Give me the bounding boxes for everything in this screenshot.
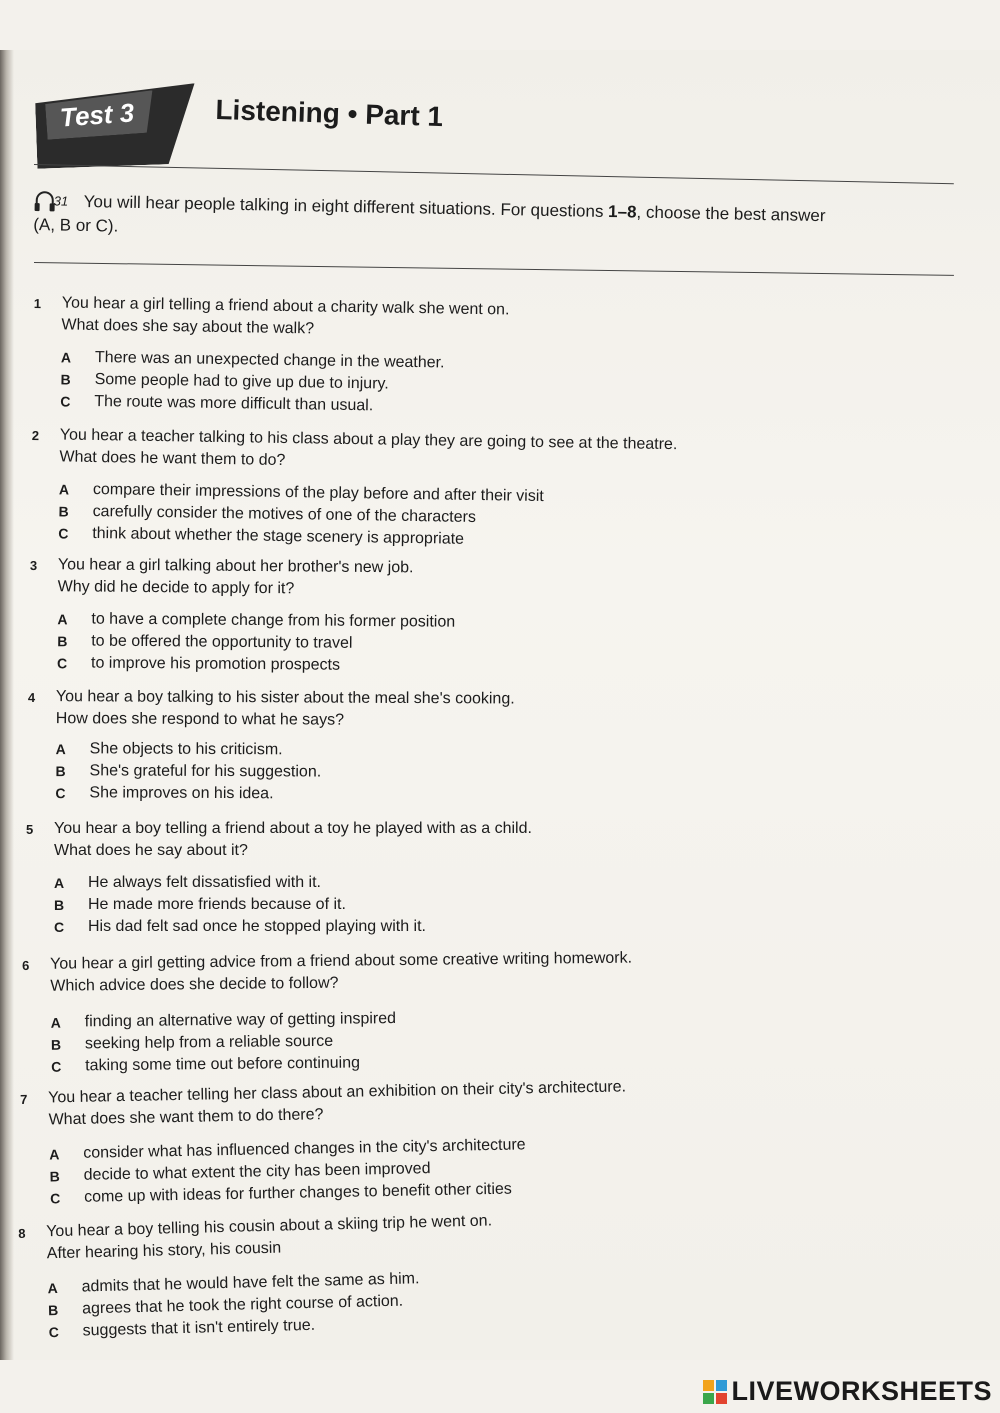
question-text: Which advice does she decide to follow? — [50, 974, 339, 995]
option-a[interactable]: A consider what has influenced changes in the city's architecture — [49, 1136, 526, 1163]
question-text: After hearing his story, his cousin — [46, 1239, 282, 1263]
question-text: How does she respond to what he says? — [55, 710, 345, 729]
option-b[interactable]: B carefully consider the motives of one of the characters — [58, 502, 477, 526]
question-prompt: You hear a teacher telling her class about an exhibition on their city's architecture. — [48, 1078, 627, 1107]
question-prompt: You hear a girl telling a friend about a charity walk she went on. — [61, 294, 510, 319]
question-prompt: You hear a teacher talking to his class about a play they are going to see at the theatre. — [59, 426, 678, 454]
liveworksheets-logo-icon — [703, 1380, 727, 1404]
question-number: 1 — [33, 295, 42, 312]
question-prompt: You hear a girl talking about her brother's new job. — [57, 556, 414, 577]
option-c[interactable]: C taking some time out before continuing — [51, 1054, 361, 1075]
option-a[interactable]: A He always felt dissatisfied with it. — [54, 874, 321, 891]
question-number: 4 — [27, 689, 36, 706]
option-c[interactable]: C come up with ideas for further changes to benefit other cities — [49, 1180, 512, 1207]
question-number: 6 — [22, 957, 30, 973]
page-edge-shadow — [0, 50, 14, 1360]
option-c[interactable]: C to improve his promotion prospects — [56, 654, 341, 674]
question-text: What does she say about the walk? — [61, 316, 315, 338]
instructions-text-before: You will hear people talking in eight different situations. For questions — [83, 191, 609, 222]
option-b[interactable]: B Some people had to give up due to injury. — [60, 370, 389, 393]
option-b[interactable]: B agrees that he took the right course of action. — [47, 1292, 404, 1319]
section-title: Listening • Part 1 — [215, 94, 444, 133]
option-c[interactable]: C His dad felt sad once he stopped playing with it. — [54, 918, 426, 935]
question-text: Why did he decide to apply for it? — [57, 578, 295, 598]
option-b[interactable]: B decide to what extent the city has been improved — [49, 1160, 431, 1185]
option-b[interactable]: B He made more friends because of it. — [54, 896, 346, 913]
option-c[interactable]: C She improves on his idea. — [55, 784, 274, 803]
option-c[interactable]: C think about whether the stage scenery is appropriate — [58, 524, 465, 548]
test-badge-label: Test 3 — [59, 97, 136, 133]
question-number: 5 — [26, 822, 34, 837]
option-a[interactable]: A She objects to his criticism. — [55, 740, 283, 759]
option-b[interactable]: B She's grateful for his suggestion. — [55, 762, 322, 781]
option-a[interactable]: A finding an alternative way of getting inspired — [50, 1010, 397, 1031]
option-a[interactable]: A There was an unexpected change in the weather. — [60, 348, 445, 372]
option-a[interactable]: A admits that he would have felt the same as him. — [47, 1270, 420, 1297]
question-text: What does he say about it? — [54, 842, 248, 859]
option-a[interactable]: A compare their impressions of the play before and after their visit — [58, 480, 544, 506]
option-a[interactable]: A to have a complete change from his former position — [57, 610, 456, 631]
question-prompt: You hear a boy telling a friend about a toy he played with as a child. — [54, 820, 532, 837]
question-prompt: You hear a boy telling his cousin about a skiing trip he went on. — [46, 1212, 493, 1241]
question-text: What does she want them to do there? — [48, 1106, 324, 1129]
headphones-icon — [34, 188, 80, 213]
option-b[interactable]: B to be offered the opportunity to travel — [57, 632, 353, 652]
question-number: 2 — [31, 427, 40, 444]
instructions-text-after: , choose the best answer — [636, 202, 826, 226]
brand-name: LIVEWORKSHEETS — [731, 1376, 992, 1406]
question-number: 3 — [29, 557, 38, 574]
question-number: 8 — [18, 1225, 26, 1241]
instructions-answer-format: (A, B or C). — [33, 214, 119, 236]
track-number: 31 — [53, 193, 69, 209]
question-prompt: You hear a girl getting advice from a friend about some creative writing homework. — [50, 949, 633, 973]
liveworksheets-brand[interactable] — [703, 1376, 992, 1407]
question-range: 1–8 — [607, 202, 637, 222]
question-number: 7 — [20, 1091, 28, 1107]
question-prompt: You hear a boy talking to his sister about the meal she's cooking. — [55, 688, 515, 708]
option-c[interactable]: C suggests that it isn't entirely true. — [48, 1316, 316, 1341]
option-b[interactable]: B seeking help from a reliable source — [50, 1032, 334, 1053]
question-text: What does he want them to do? — [59, 448, 286, 469]
option-c[interactable]: C The route was more difficult than usual. — [60, 392, 374, 415]
